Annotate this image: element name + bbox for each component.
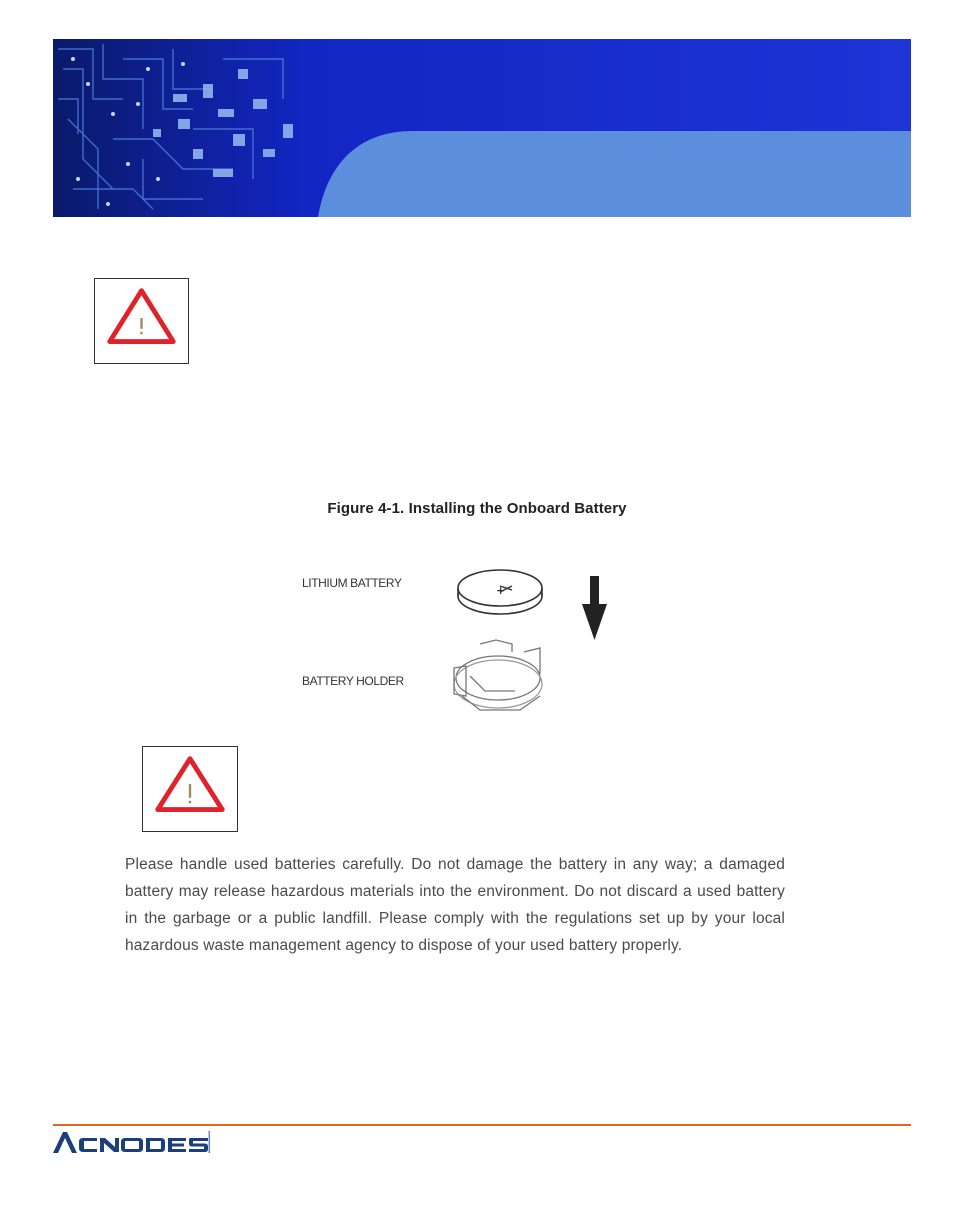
battery-holder-icon bbox=[454, 640, 542, 710]
header-banner bbox=[53, 39, 911, 217]
battery-disposal-paragraph: Please handle used batteries carefully. Do not damage the battery in any way; a damaged battery may release hazardous materials into the environment. Do not discard a used battery in the garbage or a public landfill. Please comply with the regulations set up by your local hazardous waste management agency to dispose of your used battery properly. bbox=[125, 856, 785, 954]
warning-triangle-icon bbox=[95, 279, 188, 363]
warning-triangle-icon bbox=[143, 747, 237, 831]
battery-installation-diagram bbox=[440, 556, 620, 716]
circuit-board-banner bbox=[53, 39, 911, 217]
acnodes-logo bbox=[53, 1128, 213, 1158]
acnodes-logo-icon bbox=[53, 1128, 213, 1158]
warning-box-bottom bbox=[142, 746, 238, 832]
svg-text:+: + bbox=[496, 584, 506, 597]
down-arrow-icon bbox=[582, 576, 607, 640]
label-battery-holder: BATTERY HOLDER bbox=[302, 674, 404, 688]
warning-box-top bbox=[94, 278, 189, 364]
figure-title: Figure 4-1. Installing the Onboard Battery bbox=[327, 500, 627, 517]
label-lithium-battery: LITHIUM BATTERY bbox=[302, 576, 402, 590]
lithium-battery-icon bbox=[458, 570, 542, 614]
footer-rule bbox=[53, 1124, 911, 1126]
